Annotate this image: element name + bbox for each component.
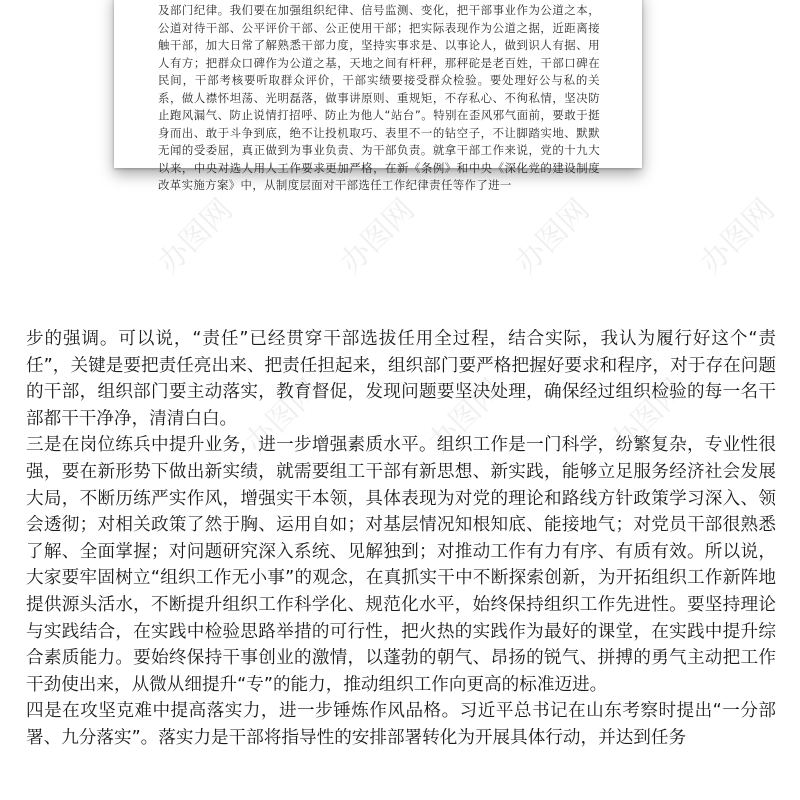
watermark: 办图网 (693, 192, 782, 281)
watermark: 办图网 (333, 192, 422, 281)
watermark: 办图网 (238, 372, 327, 461)
watermark: 办图网 (508, 192, 597, 281)
body-paragraph: 三是在岗位练兵中提升业务，进一步增强素质水平。组织工作是一门科学，纷繁复杂，专业性很强，要在新形势下做出新实绩，就需要组工干部有新思想、新实践，能够立足服务经济社会发展大局，不断历练严实作风，增强实干本领，具体表现为对党的理论和路线方针政策学习深入、领会透彻；对相关政策了然于胸、运用自如；对基层情况知根知底、能接地气；对党员干部很熟悉了解、全面掌握；对问题研究深入系统、见解独到；对推动工作有力有序、有质有效。所以说，大家要牢固树立“组织工作无小事”的观念，在真抓实干中不断探索创新，为开拓组织工作新阵地提供源头活水，不断提升组织工作科学化、规范化水平，始终保持组织工作先进性。要坚持理论与实践结合，在实践中检验思路举措的可行性，把火热的实践作为最好的课堂，在实践中提升综合素质能力。要始终保持干事创业的激情，以蓬勃的朝气、昂扬的锐气、拼搏的勇气主动把工作干劲使出来，从微从细提升“专”的能力，推动组织工作向更高的标准迈进。 (26, 435, 776, 695)
preview-text: 及部门纪律。我们要在加强组织纪律、信号监测、变化，把干部事业作为公道之本，公道对待干部、公平评价干部、公正使用干部；把实际表现作为公道之据，近距离接触干部，加大日常了解熟悉干部力度，坚持实事求是、以事论人，做到识人有据、用人有方；把群众口碑作为公道之基，天地之间有杆秤，那秤砣是老百姓，干部口碑在民间，干部考核要听取群众评价，干部实绩要接受群众检验。要处理好公与私的关系，做人襟怀坦荡、光明磊落，做事讲原则、重规矩，不存私心、不徇私情，坚决防止跑风漏气、防止说情打招呼、防止为他人“站台”。特别在歪风邪气面前，要敢于挺身而出、敢于斗争到底，绝不让投机取巧、表里不一的钻空子，不让脚踏实地、默默无闻的受委屈，真正做到为事业负责、为干部负责。就拿干部工作来说，党的十九大以来，中央对选人用人工作要求更加严格，在新《条例》和中央《深化党的建设制度改革实施方案》中，从制度层面对干部选任工作纪律责任等作了进一 (158, 3, 600, 192)
body-paragraph: 步的强调。可以说，“责任”已经贯穿干部选拔任用全过程，结合实际，我认为履行好这个“责任”，关键是要把责任亮出来、把责任担起来，组织部门要严格把握好要求和程序，对于存在问题的干部，组织部门要主动落实，教育督促，发现问题要坚决处理，确保经过组织检验的每一名干部都干干净净，清清白白。 (26, 329, 776, 429)
document-body (26, 326, 776, 752)
body-paragraph: 四是在攻坚克难中提高落实力，进一步锤炼作风品格。习近平总书记在山东考察时提出“一分部署、九分落实”。落实力是干部将指导性的安排部署转化为开展具体行动，并达到任务 (26, 701, 776, 748)
watermark: 办图网 (603, 372, 692, 461)
preview-band (0, 0, 800, 300)
document-preview-card (114, 0, 642, 192)
watermark: 办图网 (421, 372, 510, 461)
watermark: 办图网 (151, 192, 240, 281)
